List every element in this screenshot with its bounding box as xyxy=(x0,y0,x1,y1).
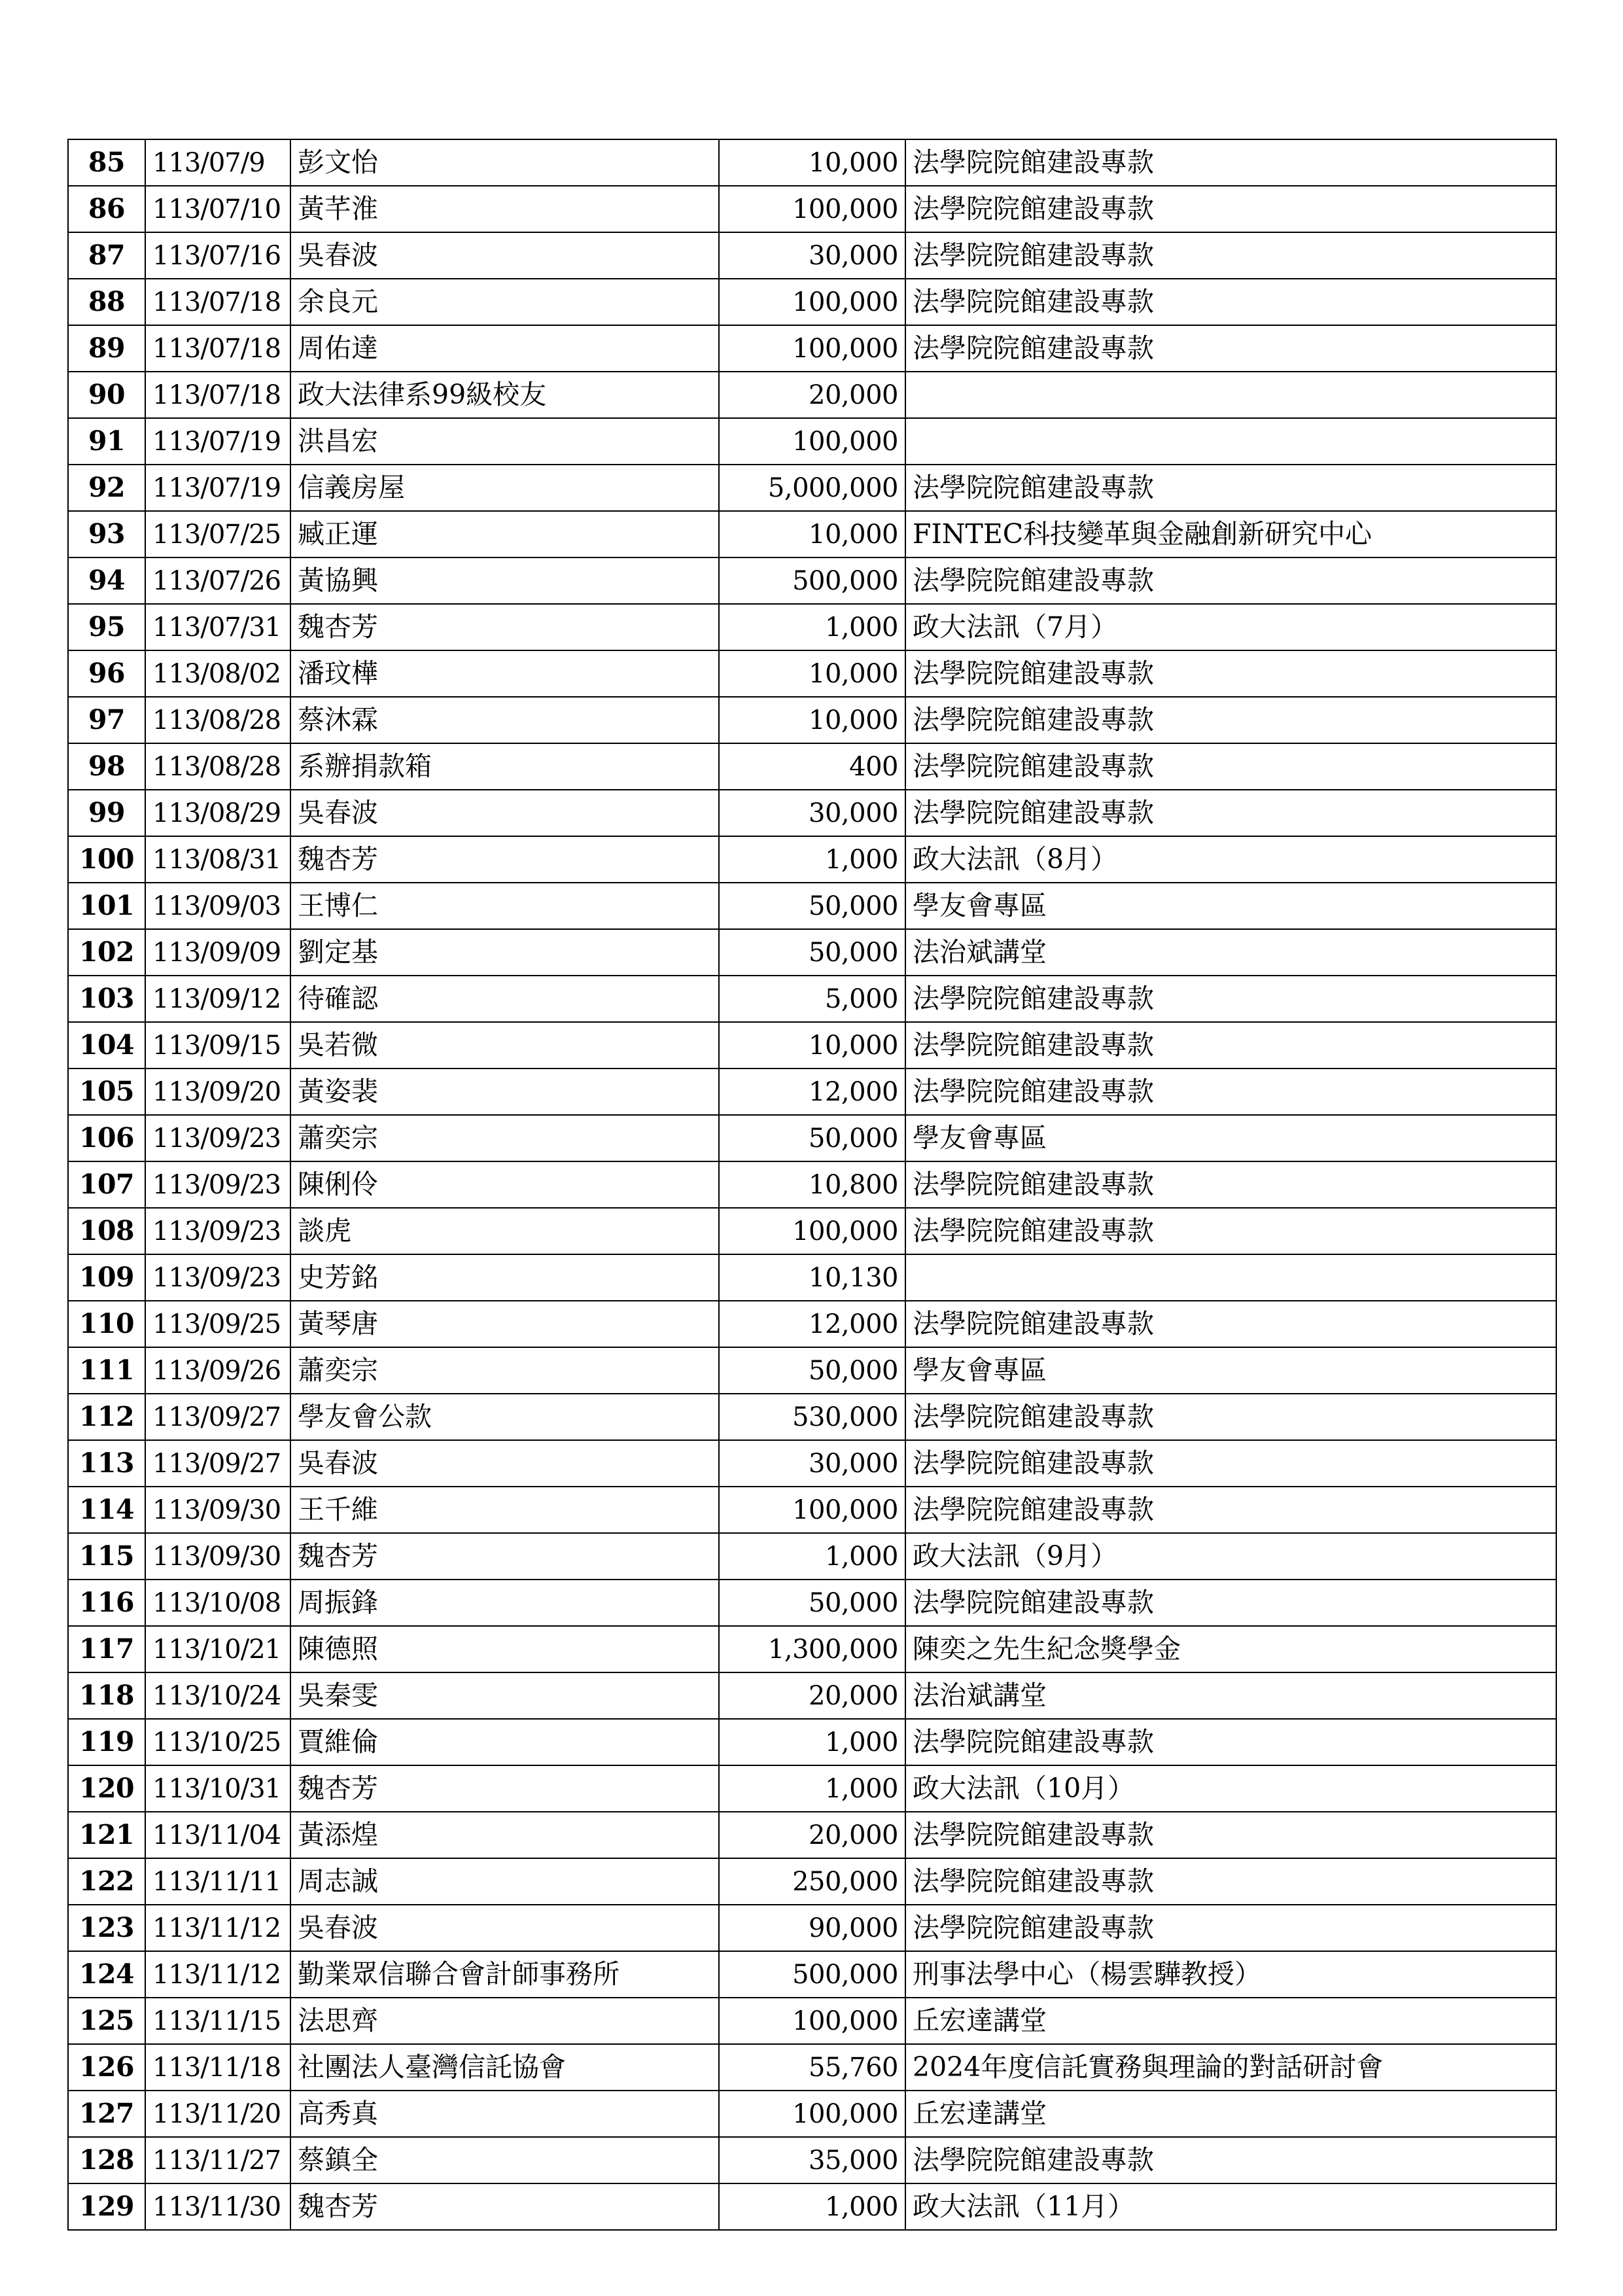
table-row xyxy=(68,836,1556,883)
row-donor-name: 臧正運 xyxy=(290,511,719,557)
row-purpose: 法學院院館建設專款 xyxy=(905,1580,1556,1626)
row-donor-name: 魏杏芳 xyxy=(290,604,719,650)
table-row xyxy=(68,139,1556,186)
row-purpose: 法治斌講堂 xyxy=(905,929,1556,976)
row-purpose: 法學院院館建設專款 xyxy=(905,1719,1556,1765)
table-row xyxy=(68,232,1556,279)
row-sequence-number: 94 xyxy=(68,557,145,604)
row-amount: 10,130 xyxy=(719,1254,905,1301)
row-amount: 100,000 xyxy=(719,1487,905,1533)
row-amount: 100,000 xyxy=(719,1998,905,2044)
row-purpose: 政大法訊（10月） xyxy=(905,1765,1556,1812)
row-donor-name: 蕭奕宗 xyxy=(290,1115,719,1161)
table-row xyxy=(68,604,1556,650)
table-row xyxy=(68,1254,1556,1301)
row-donor-name: 周佑達 xyxy=(290,325,719,372)
row-sequence-number: 116 xyxy=(68,1580,145,1626)
row-sequence-number: 124 xyxy=(68,1951,145,1998)
row-purpose: 政大法訊（7月） xyxy=(905,604,1556,650)
table-row xyxy=(68,465,1556,511)
row-sequence-number: 127 xyxy=(68,2091,145,2137)
row-date: 113/07/10 xyxy=(145,186,290,232)
row-amount: 50,000 xyxy=(719,1115,905,1161)
row-sequence-number: 108 xyxy=(68,1208,145,1254)
row-purpose: 政大法訊（11月） xyxy=(905,2183,1556,2230)
row-donor-name: 魏杏芳 xyxy=(290,2183,719,2230)
row-donor-name: 潘玟樺 xyxy=(290,650,719,697)
table-row xyxy=(68,743,1556,790)
row-sequence-number: 128 xyxy=(68,2137,145,2183)
row-donor-name: 魏杏芳 xyxy=(290,1533,719,1580)
row-purpose: 學友會專區 xyxy=(905,1115,1556,1161)
row-amount: 500,000 xyxy=(719,1951,905,1998)
table-row xyxy=(68,1905,1556,1951)
row-purpose: 2024年度信託實務與理論的對話研討會 xyxy=(905,2044,1556,2091)
row-donor-name: 王千維 xyxy=(290,1487,719,1533)
row-amount: 100,000 xyxy=(719,2091,905,2137)
row-donor-name: 系辦捐款箱 xyxy=(290,743,719,790)
row-sequence-number: 98 xyxy=(68,743,145,790)
row-date: 113/11/30 xyxy=(145,2183,290,2230)
table-row xyxy=(68,279,1556,325)
row-date: 113/07/16 xyxy=(145,232,290,279)
row-amount: 10,800 xyxy=(719,1161,905,1208)
row-donor-name: 史芳銘 xyxy=(290,1254,719,1301)
row-date: 113/07/18 xyxy=(145,279,290,325)
row-date: 113/10/24 xyxy=(145,1672,290,1719)
row-date: 113/09/30 xyxy=(145,1487,290,1533)
row-sequence-number: 115 xyxy=(68,1533,145,1580)
row-date: 113/07/18 xyxy=(145,372,290,418)
table-row xyxy=(68,557,1556,604)
row-date: 113/07/26 xyxy=(145,557,290,604)
row-date: 113/09/27 xyxy=(145,1440,290,1487)
row-donor-name: 吳春波 xyxy=(290,232,719,279)
row-amount: 1,300,000 xyxy=(719,1626,905,1672)
row-amount: 530,000 xyxy=(719,1394,905,1440)
row-sequence-number: 120 xyxy=(68,1765,145,1812)
table-row xyxy=(68,1858,1556,1905)
row-donor-name: 吳春波 xyxy=(290,790,719,836)
row-amount: 1,000 xyxy=(719,2183,905,2230)
row-donor-name: 余良元 xyxy=(290,279,719,325)
row-purpose: 法學院院館建設專款 xyxy=(905,2137,1556,2183)
table-row xyxy=(68,1022,1556,1069)
donation-table xyxy=(67,139,1557,2231)
row-amount: 5,000 xyxy=(719,976,905,1022)
row-donor-name: 魏杏芳 xyxy=(290,836,719,883)
table-row xyxy=(68,929,1556,976)
table-row xyxy=(68,511,1556,557)
table-row xyxy=(68,1672,1556,1719)
row-amount: 100,000 xyxy=(719,418,905,465)
row-donor-name: 吳若微 xyxy=(290,1022,719,1069)
row-date: 113/09/27 xyxy=(145,1394,290,1440)
row-sequence-number: 93 xyxy=(68,511,145,557)
row-date: 113/10/25 xyxy=(145,1719,290,1765)
row-amount: 10,000 xyxy=(719,650,905,697)
row-sequence-number: 113 xyxy=(68,1440,145,1487)
row-amount: 100,000 xyxy=(719,186,905,232)
table-row xyxy=(68,1161,1556,1208)
row-donor-name: 蕭奕宗 xyxy=(290,1347,719,1394)
row-purpose: 法治斌講堂 xyxy=(905,1672,1556,1719)
row-donor-name: 學友會公款 xyxy=(290,1394,719,1440)
row-donor-name: 魏杏芳 xyxy=(290,1765,719,1812)
row-purpose: 法學院院館建設專款 xyxy=(905,1394,1556,1440)
row-donor-name: 社團法人臺灣信託協會 xyxy=(290,2044,719,2091)
table-row xyxy=(68,1719,1556,1765)
row-date: 113/07/19 xyxy=(145,418,290,465)
row-purpose: 政大法訊（8月） xyxy=(905,836,1556,883)
row-sequence-number: 95 xyxy=(68,604,145,650)
row-date: 113/08/31 xyxy=(145,836,290,883)
row-amount: 12,000 xyxy=(719,1069,905,1115)
table-row xyxy=(68,790,1556,836)
row-purpose: 法學院院館建設專款 xyxy=(905,139,1556,186)
row-donor-name: 周志誠 xyxy=(290,1858,719,1905)
row-purpose: 法學院院館建設專款 xyxy=(905,976,1556,1022)
row-amount: 55,760 xyxy=(719,2044,905,2091)
row-purpose: 法學院院館建設專款 xyxy=(905,1208,1556,1254)
row-date: 113/09/23 xyxy=(145,1208,290,1254)
row-amount: 1,000 xyxy=(719,836,905,883)
table-row xyxy=(68,883,1556,929)
table-row xyxy=(68,697,1556,743)
row-date: 113/09/20 xyxy=(145,1069,290,1115)
row-purpose: 法學院院館建設專款 xyxy=(905,465,1556,511)
row-sequence-number: 102 xyxy=(68,929,145,976)
row-purpose: FINTEC科技變革與金融創新研究中心 xyxy=(905,511,1556,557)
table-row xyxy=(68,1115,1556,1161)
row-sequence-number: 96 xyxy=(68,650,145,697)
row-donor-name: 黃姿裴 xyxy=(290,1069,719,1115)
row-date: 113/10/31 xyxy=(145,1765,290,1812)
row-amount: 50,000 xyxy=(719,1580,905,1626)
row-sequence-number: 88 xyxy=(68,279,145,325)
row-amount: 20,000 xyxy=(719,372,905,418)
row-amount: 50,000 xyxy=(719,1347,905,1394)
row-purpose xyxy=(905,1254,1556,1301)
row-sequence-number: 119 xyxy=(68,1719,145,1765)
row-amount: 12,000 xyxy=(719,1301,905,1347)
table-row xyxy=(68,2091,1556,2137)
row-amount: 35,000 xyxy=(719,2137,905,2183)
row-date: 113/10/08 xyxy=(145,1580,290,1626)
row-purpose: 法學院院館建設專款 xyxy=(905,1161,1556,1208)
row-donor-name: 劉定基 xyxy=(290,929,719,976)
row-sequence-number: 86 xyxy=(68,186,145,232)
row-purpose: 法學院院館建設專款 xyxy=(905,1069,1556,1115)
row-donor-name: 彭文怡 xyxy=(290,139,719,186)
row-date: 113/07/18 xyxy=(145,325,290,372)
row-purpose xyxy=(905,372,1556,418)
row-donor-name: 法思齊 xyxy=(290,1998,719,2044)
row-amount: 250,000 xyxy=(719,1858,905,1905)
row-sequence-number: 111 xyxy=(68,1347,145,1394)
row-date: 113/10/21 xyxy=(145,1626,290,1672)
row-date: 113/09/23 xyxy=(145,1254,290,1301)
row-date: 113/08/28 xyxy=(145,743,290,790)
row-sequence-number: 110 xyxy=(68,1301,145,1347)
row-donor-name: 賈維倫 xyxy=(290,1719,719,1765)
row-donor-name: 高秀真 xyxy=(290,2091,719,2137)
row-sequence-number: 117 xyxy=(68,1626,145,1672)
row-date: 113/11/11 xyxy=(145,1858,290,1905)
row-amount: 10,000 xyxy=(719,511,905,557)
row-amount: 30,000 xyxy=(719,1440,905,1487)
row-date: 113/11/18 xyxy=(145,2044,290,2091)
row-purpose: 法學院院館建設專款 xyxy=(905,650,1556,697)
row-donor-name: 信義房屋 xyxy=(290,465,719,511)
row-amount: 10,000 xyxy=(719,697,905,743)
table-row xyxy=(68,1487,1556,1533)
row-donor-name: 政大法律系99級校友 xyxy=(290,372,719,418)
row-amount: 400 xyxy=(719,743,905,790)
row-purpose: 法學院院館建設專款 xyxy=(905,1301,1556,1347)
row-amount: 1,000 xyxy=(719,1533,905,1580)
row-donor-name: 陳德照 xyxy=(290,1626,719,1672)
row-amount: 1,000 xyxy=(719,604,905,650)
row-date: 113/11/12 xyxy=(145,1905,290,1951)
row-sequence-number: 85 xyxy=(68,139,145,186)
row-date: 113/09/23 xyxy=(145,1115,290,1161)
row-donor-name: 陳俐伶 xyxy=(290,1161,719,1208)
row-sequence-number: 90 xyxy=(68,372,145,418)
row-date: 113/09/15 xyxy=(145,1022,290,1069)
row-sequence-number: 122 xyxy=(68,1858,145,1905)
row-donor-name: 蔡鎮全 xyxy=(290,2137,719,2183)
row-date: 113/09/23 xyxy=(145,1161,290,1208)
row-sequence-number: 106 xyxy=(68,1115,145,1161)
row-date: 113/11/27 xyxy=(145,2137,290,2183)
row-purpose: 陳奕之先生紀念獎學金 xyxy=(905,1626,1556,1672)
table-row xyxy=(68,2137,1556,2183)
row-purpose: 丘宏達講堂 xyxy=(905,2091,1556,2137)
table-row xyxy=(68,1951,1556,1998)
table-row xyxy=(68,2044,1556,2091)
row-sequence-number: 97 xyxy=(68,697,145,743)
row-sequence-number: 109 xyxy=(68,1254,145,1301)
row-purpose: 法學院院館建設專款 xyxy=(905,557,1556,604)
table-row xyxy=(68,2183,1556,2230)
row-date: 113/09/03 xyxy=(145,883,290,929)
row-amount: 1,000 xyxy=(719,1765,905,1812)
row-sequence-number: 92 xyxy=(68,465,145,511)
row-amount: 20,000 xyxy=(719,1672,905,1719)
row-donor-name: 周振鋒 xyxy=(290,1580,719,1626)
table-row xyxy=(68,1394,1556,1440)
row-date: 113/11/12 xyxy=(145,1951,290,1998)
table-row xyxy=(68,1812,1556,1858)
row-sequence-number: 112 xyxy=(68,1394,145,1440)
row-donor-name: 蔡沐霖 xyxy=(290,697,719,743)
row-sequence-number: 101 xyxy=(68,883,145,929)
row-purpose: 刑事法學中心（楊雲驊教授） xyxy=(905,1951,1556,1998)
row-amount: 5,000,000 xyxy=(719,465,905,511)
row-date: 113/08/28 xyxy=(145,697,290,743)
row-purpose: 法學院院館建設專款 xyxy=(905,1022,1556,1069)
table-row xyxy=(68,976,1556,1022)
row-sequence-number: 129 xyxy=(68,2183,145,2230)
row-sequence-number: 91 xyxy=(68,418,145,465)
row-donor-name: 吳春波 xyxy=(290,1440,719,1487)
row-donor-name: 黃添煌 xyxy=(290,1812,719,1858)
row-amount: 30,000 xyxy=(719,790,905,836)
row-amount: 30,000 xyxy=(719,232,905,279)
table-row xyxy=(68,1998,1556,2044)
row-donor-name: 洪昌宏 xyxy=(290,418,719,465)
row-amount: 100,000 xyxy=(719,1208,905,1254)
row-donor-name: 王博仁 xyxy=(290,883,719,929)
table-row xyxy=(68,1069,1556,1115)
row-purpose: 法學院院館建設專款 xyxy=(905,790,1556,836)
row-sequence-number: 107 xyxy=(68,1161,145,1208)
row-donor-name: 吳秦雯 xyxy=(290,1672,719,1719)
table-row xyxy=(68,1440,1556,1487)
table-row xyxy=(68,186,1556,232)
row-date: 113/09/30 xyxy=(145,1533,290,1580)
table-row xyxy=(68,1765,1556,1812)
table-row xyxy=(68,1626,1556,1672)
row-donor-name: 吳春波 xyxy=(290,1905,719,1951)
row-sequence-number: 114 xyxy=(68,1487,145,1533)
row-date: 113/11/15 xyxy=(145,1998,290,2044)
table-row xyxy=(68,1580,1556,1626)
row-date: 113/09/25 xyxy=(145,1301,290,1347)
row-date: 113/11/20 xyxy=(145,2091,290,2137)
row-purpose: 法學院院館建設專款 xyxy=(905,1812,1556,1858)
row-amount: 100,000 xyxy=(719,325,905,372)
row-amount: 20,000 xyxy=(719,1812,905,1858)
row-sequence-number: 103 xyxy=(68,976,145,1022)
row-sequence-number: 123 xyxy=(68,1905,145,1951)
row-date: 113/07/25 xyxy=(145,511,290,557)
row-sequence-number: 100 xyxy=(68,836,145,883)
table-row xyxy=(68,372,1556,418)
row-sequence-number: 89 xyxy=(68,325,145,372)
row-date: 113/08/02 xyxy=(145,650,290,697)
row-donor-name: 待確認 xyxy=(290,976,719,1022)
row-purpose: 學友會專區 xyxy=(905,883,1556,929)
row-purpose: 法學院院館建設專款 xyxy=(905,1858,1556,1905)
row-purpose xyxy=(905,418,1556,465)
table-row xyxy=(68,1301,1556,1347)
row-amount: 500,000 xyxy=(719,557,905,604)
row-purpose: 丘宏達講堂 xyxy=(905,1998,1556,2044)
row-sequence-number: 125 xyxy=(68,1998,145,2044)
table-row xyxy=(68,1208,1556,1254)
table-row xyxy=(68,1347,1556,1394)
row-amount: 10,000 xyxy=(719,1022,905,1069)
row-amount: 50,000 xyxy=(719,883,905,929)
row-amount: 1,000 xyxy=(719,1719,905,1765)
row-purpose: 法學院院館建設專款 xyxy=(905,232,1556,279)
row-date: 113/09/26 xyxy=(145,1347,290,1394)
row-sequence-number: 118 xyxy=(68,1672,145,1719)
row-sequence-number: 105 xyxy=(68,1069,145,1115)
row-amount: 90,000 xyxy=(719,1905,905,1951)
row-donor-name: 談虎 xyxy=(290,1208,719,1254)
row-purpose: 法學院院館建設專款 xyxy=(905,1440,1556,1487)
row-purpose: 法學院院館建設專款 xyxy=(905,1905,1556,1951)
row-date: 113/07/19 xyxy=(145,465,290,511)
row-purpose: 學友會專區 xyxy=(905,1347,1556,1394)
row-sequence-number: 104 xyxy=(68,1022,145,1069)
row-purpose: 法學院院館建設專款 xyxy=(905,1487,1556,1533)
row-amount: 100,000 xyxy=(719,279,905,325)
row-sequence-number: 87 xyxy=(68,232,145,279)
row-donor-name: 黃協興 xyxy=(290,557,719,604)
donation-table-wrapper xyxy=(67,139,1556,2231)
row-date: 113/07/31 xyxy=(145,604,290,650)
row-date: 113/11/04 xyxy=(145,1812,290,1858)
row-purpose: 法學院院館建設專款 xyxy=(905,743,1556,790)
table-row xyxy=(68,1533,1556,1580)
row-sequence-number: 126 xyxy=(68,2044,145,2091)
table-row xyxy=(68,418,1556,465)
row-donor-name: 黃芊淮 xyxy=(290,186,719,232)
row-sequence-number: 121 xyxy=(68,1812,145,1858)
row-date: 113/08/29 xyxy=(145,790,290,836)
row-purpose: 法學院院館建設專款 xyxy=(905,325,1556,372)
row-purpose: 法學院院館建設專款 xyxy=(905,697,1556,743)
row-sequence-number: 99 xyxy=(68,790,145,836)
row-donor-name: 黃琴唐 xyxy=(290,1301,719,1347)
row-date: 113/07/9 xyxy=(145,139,290,186)
row-purpose: 政大法訊（9月） xyxy=(905,1533,1556,1580)
row-date: 113/09/12 xyxy=(145,976,290,1022)
row-date: 113/09/09 xyxy=(145,929,290,976)
table-row xyxy=(68,325,1556,372)
row-amount: 10,000 xyxy=(719,139,905,186)
row-purpose: 法學院院館建設專款 xyxy=(905,279,1556,325)
row-purpose: 法學院院館建設專款 xyxy=(905,186,1556,232)
donation-table-body xyxy=(68,139,1556,2230)
row-amount: 50,000 xyxy=(719,929,905,976)
table-row xyxy=(68,650,1556,697)
row-donor-name: 勤業眾信聯合會計師事務所 xyxy=(290,1951,719,1998)
